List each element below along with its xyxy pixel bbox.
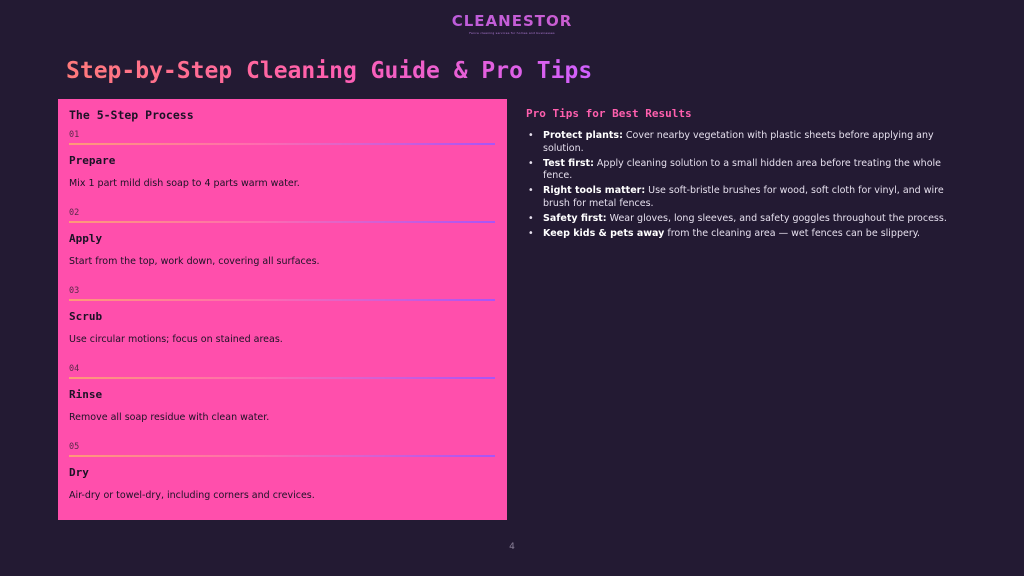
step-number: 02 (69, 208, 80, 218)
step-name: Prepare (69, 154, 116, 167)
step-number: 04 (69, 364, 80, 374)
bullet-icon: • (528, 227, 534, 239)
brand-name: CLEANESTOR (0, 12, 1024, 30)
tip-item (526, 185, 956, 211)
step-number: 05 (69, 442, 80, 452)
bullet-icon: • (528, 130, 534, 141)
brand-tagline: Fence cleaning services for homes and businesses (469, 31, 555, 35)
pro-tips-title: Pro Tips for Best Results (526, 107, 692, 120)
tip-text: from the cleaning area — wet fences can be slippery. (664, 227, 921, 239)
step-item (69, 207, 497, 285)
page-title: Step-by-Step Cleaning Guide & Pro Tips (66, 58, 593, 84)
step-name: Dry (69, 466, 89, 479)
step-number: 03 (69, 286, 80, 296)
step-divider (69, 221, 495, 223)
page-number: 4 (509, 542, 515, 552)
tip-text: Use soft-bristle brushes for wood, soft cloth for vinyl, and wire brush for metal fences. (543, 185, 944, 209)
tip-text: Wear gloves, long sleeves, and safety goggles throughout the process. (606, 212, 947, 224)
process-title: The 5-Step Process (69, 108, 194, 122)
step-item (69, 129, 497, 207)
step-name: Apply (69, 232, 103, 245)
step-description: Start from the top, work down, covering all surfaces. (69, 256, 320, 267)
tip-heading: Protect plants: (543, 130, 623, 141)
step-name: Rinse (69, 388, 103, 401)
bullet-icon: • (528, 185, 534, 197)
tip-heading: Safety first: (543, 212, 607, 224)
step-description: Use circular motions; focus on stained areas. (69, 334, 283, 345)
step-item (69, 363, 497, 441)
bullet-icon: • (528, 157, 534, 169)
step-name: Scrub (69, 310, 103, 323)
step-description: Mix 1 part mild dish soap to 4 parts warm water. (69, 178, 300, 189)
step-divider (69, 377, 495, 379)
step-description: Air-dry or towel-dry, including corners and crevices. (69, 490, 315, 501)
tip-heading: Test first: (543, 157, 594, 169)
bullet-icon: • (528, 212, 534, 224)
tip-text: Apply cleaning solution to a small hidden area before treating the whole fence. (543, 157, 941, 182)
tip-item (526, 158, 956, 184)
step-item (69, 285, 497, 363)
tip-item (526, 130, 956, 156)
pro-tips-list (526, 130, 956, 240)
tip-item (526, 228, 956, 241)
step-divider (69, 143, 495, 145)
tip-item (526, 213, 956, 226)
pro-tips-section (526, 107, 956, 242)
tip-text: Cover nearby vegetation with plastic sheets before applying any solution. (543, 130, 934, 154)
step-item (69, 441, 497, 519)
step-divider (69, 455, 495, 457)
tip-heading: Keep kids & pets away (543, 227, 665, 239)
step-number: 01 (69, 130, 80, 140)
process-card (58, 99, 507, 520)
step-divider (69, 299, 495, 301)
step-description: Remove all soap residue with clean water. (69, 412, 270, 423)
brand-logo (0, 12, 1024, 35)
tip-heading: Right tools matter: (543, 185, 646, 197)
